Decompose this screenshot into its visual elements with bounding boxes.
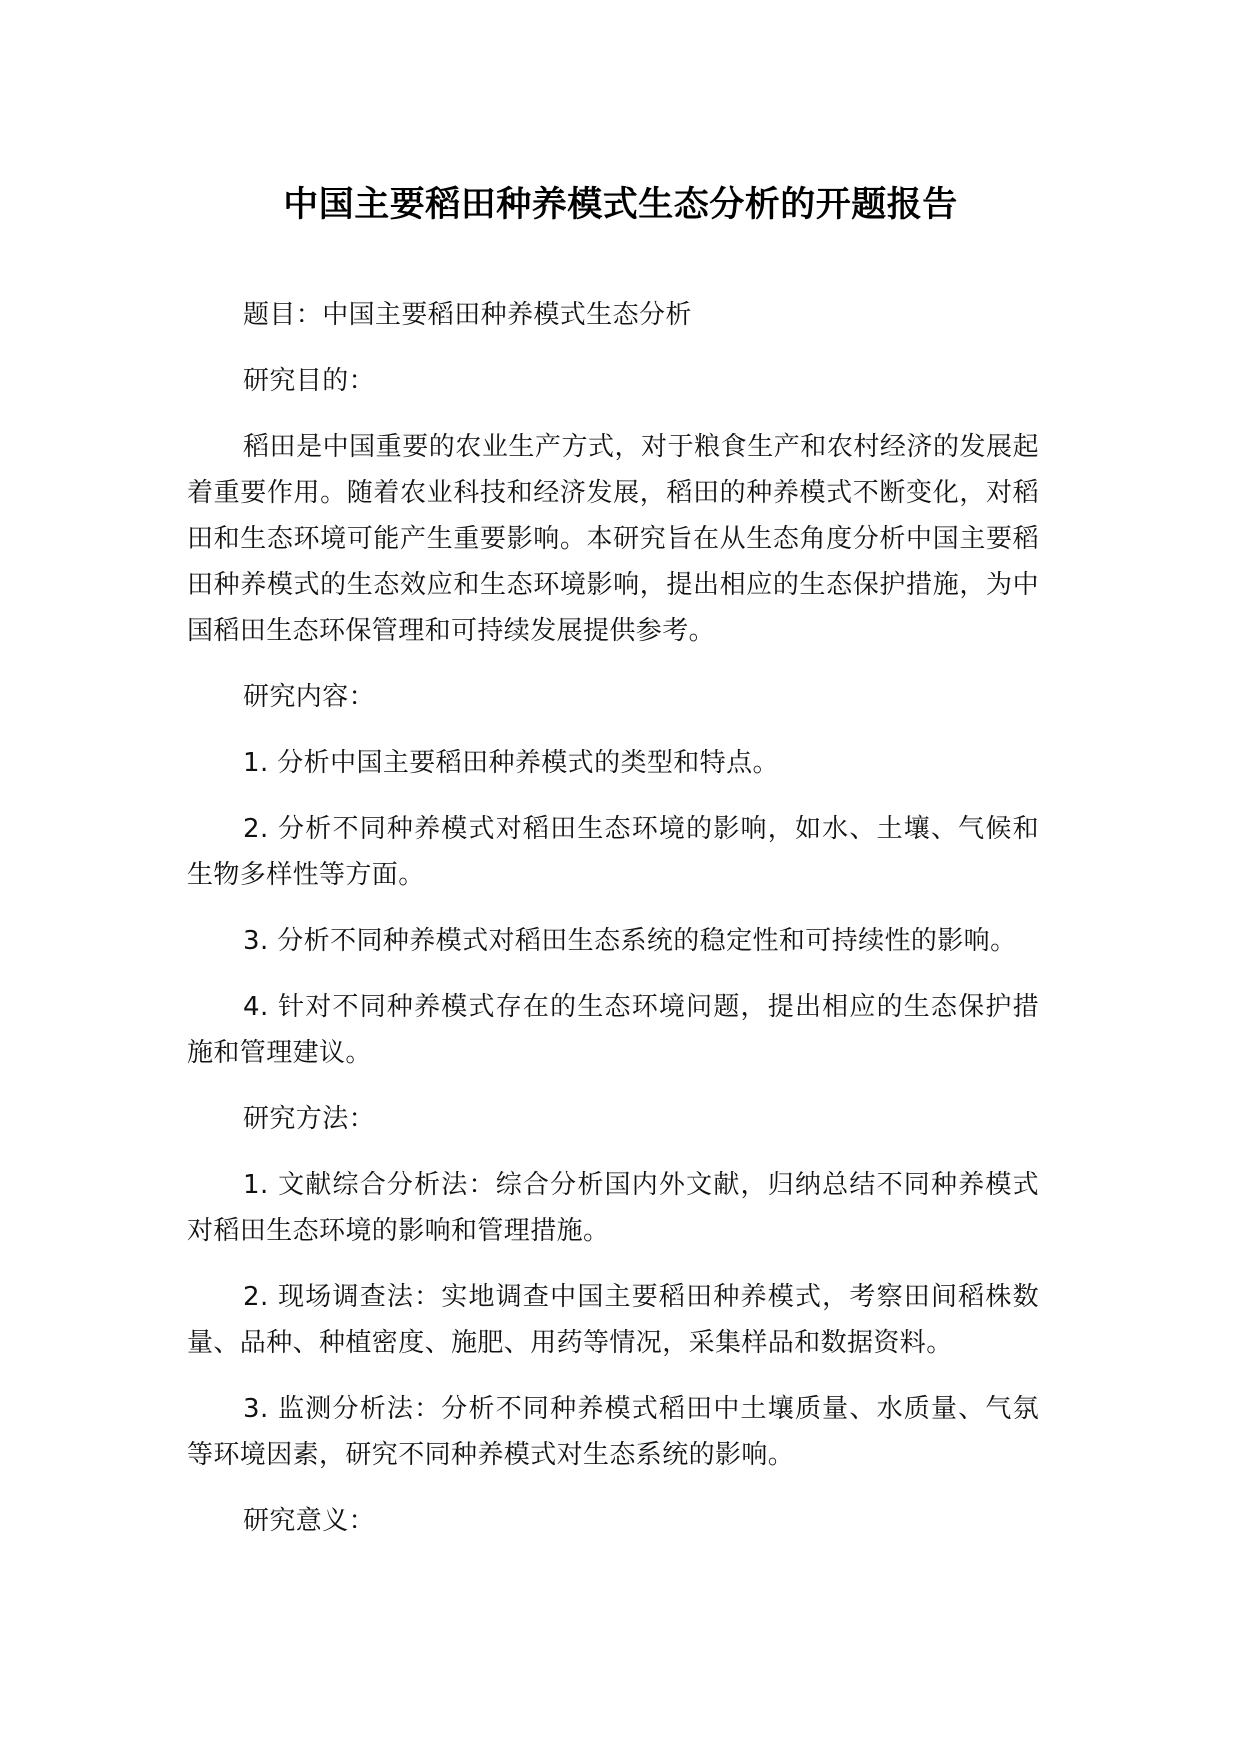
document-body [187, 292, 1039, 1564]
section-heading-significance: 研究意义： [243, 1506, 376, 1536]
method-item-1: 1. 文献综合分析法：综合分析国内外文献，归纳总结不同种养模式对稻田生态环境的影响和管理措施。 [187, 1170, 1039, 1246]
section-heading-purpose: 研究目的： [243, 366, 376, 396]
content-item-2: 2. 分析不同种养模式对稻田生态环境的影响，如水、土壤、气候和生物多样性等方面。 [187, 814, 1039, 890]
section-heading-content: 研究内容： [243, 682, 376, 712]
content-item-3: 3. 分析不同种养模式对稻田生态系统的稳定性和可持续性的影响。 [243, 926, 1017, 956]
method-item-3: 3. 监测分析法：分析不同种养模式稻田中土壤质量、水质量、气氛等环境因素，研究不同种养模式对生态系统的影响。 [187, 1394, 1039, 1470]
document-title: 中国主要稻田种养模式生态分析的开题报告 [283, 185, 958, 225]
content-item-1: 1. 分析中国主要稻田种养模式的类型和特点。 [243, 748, 779, 778]
method-item-2: 2. 现场调查法：实地调查中国主要稻田种养模式，考察田间稻株数量、品种、种植密度、施肥、用药等情况，采集样品和数据资料。 [187, 1282, 1039, 1358]
topic-line: 题目：中国主要稻田种养模式生态分析 [243, 300, 692, 330]
section-heading-methods: 研究方法： [243, 1104, 376, 1134]
content-item-4: 4. 针对不同种养模式存在的生态环境问题，提出相应的生态保护措施和管理建议。 [187, 992, 1039, 1068]
purpose-paragraph: 稻田是中国重要的农业生产方式，对于粮食生产和农村经济的发展起着重要作用。随着农业科技和经济发展，稻田的种养模式不断变化，对稻田和生态环境可能产生重要影响。本研究旨在从生态角度分析中国主要稻田种养模式的生态效应和生态环境影响，提出相应的生态保护措施，为中国稻田生态环保管理和可持续发展提供参考。 [187, 432, 1039, 646]
